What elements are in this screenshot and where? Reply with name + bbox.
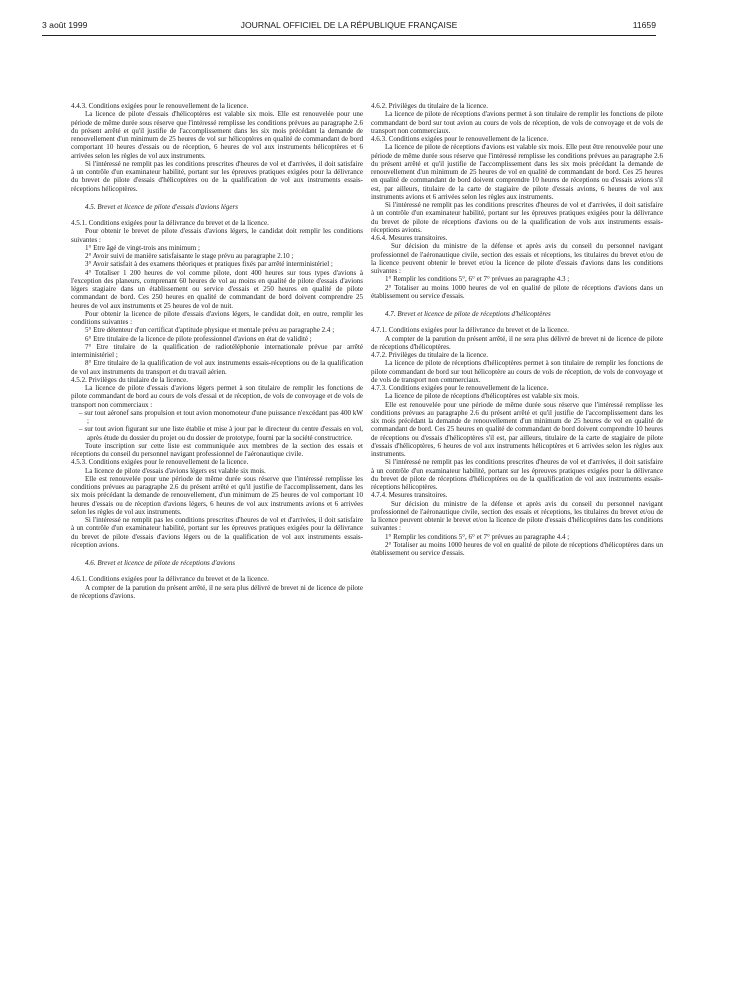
section-heading: 4.4.3. Conditions exigées pour le renouvellement de la licence.	[71, 102, 249, 110]
paragraph: – sur tout avion figurant sur une liste établie et mise à jour par le directeur du centre d'essais en vol, après étude du dossier du projet ou du dossier de prototype, fourni par la société constructrice.	[79, 425, 363, 442]
paragraph: 1° Remplir les conditions 5°, 6° et 7° prévues au paragraphe 4.3 ;	[385, 275, 570, 284]
paragraph: Toute inscription sur cette liste est communiquée aux membres de la section des essais et réceptions du conseil du personnel navigant professionnel de l'aéronautique civile.	[71, 441, 363, 458]
section-heading: 4.5.2. Privilèges du titulaire de la licence.	[71, 375, 189, 384]
paragraph: La licence de pilote de réceptions d'avions permet à son titulaire de remplir les fonctions de pilote commandant de bord sur tout avion au cours de vols de réception, de vols de convoyage et de vols de transport non commerciaux.	[371, 110, 663, 135]
section-heading: 4.6.2. Privilèges du titulaire de la licence.	[371, 102, 489, 110]
section-heading: 4.7. Brevet et licence de pilote de réceptions d'hélicoptères	[385, 310, 551, 318]
paragraph: 7° Etre titulaire de la qualification de radiotéléphonie internationale prévue par arrêté interministériel ;	[71, 342, 363, 359]
paragraph: Elle est renouvelée pour une période de même durée sous réserve que l'intéressé remplisse les conditions prévues au paragraphe 2.6 du présent arrêté et qu'il justifie de l'accomplissement dans les six mois précédant la demande de renouvellement d'un minimum de 25 heures de vol en qualité de commandant de bord. Ces 25 heures en qualité de commandant de bord doivent comprendre 10 heures de réceptions ou d'essais d'hélicoptères s'il est, par ailleurs, titulaire de la carte de stagiaire de pilote d'essais d'hélicoptères, 6 heures de vol aux instruments hélicoptères et 6 arrivées selon les règles aux instruments.	[371, 400, 663, 458]
paragraph: La licence de pilote de réceptions d'hélicoptères est valable six mois.	[385, 392, 580, 401]
section-heading: 4.5. Brevet et licence de pilote d'essais d'avions légers	[85, 202, 239, 211]
section-heading: 4.6.4. Mesures transitoires.	[371, 234, 448, 242]
paragraph: A compter de la parution du présent arrêté, il ne sera plus délivré de brevet ni de licence de pilote de réceptions d'avions.	[71, 583, 363, 600]
paragraph: La licence de pilote d'essais d'avions légers est valable six mois.	[85, 466, 266, 475]
page-header	[42, 20, 656, 34]
paragraph: Elle est renouvelée pour une période de même durée sous réserve que l'intéressé remplisse les conditions prévues au paragraphe 2.6 du présent arrêté et qu'il justifie de l'accomplissement, dans les six mois précédant la demande de renouvellement, d'un minimum de 25 heures de vol comportant 10 heures d'essais ou de réception d'avions légers, 6 heures de vol aux instruments avions et 6 arrivées selon les règles de vol aux instruments.	[71, 474, 363, 516]
paragraph: 1° Remplir les conditions 5°, 6° et 7° prévues au paragraphe 4.4 ;	[385, 532, 570, 541]
section-heading: 4.7.2. Privilèges du titulaire de la licence.	[371, 351, 489, 359]
section-heading: 4.7.3. Conditions exigées pour le renouvellement de la licence.	[371, 384, 549, 392]
paragraph: A compter de la parution du présent arrêté, il ne sera plus délivré de brevet ni de licence de pilote de réceptions d'hélicoptères.	[371, 334, 663, 351]
paragraph: Pour obtenir le brevet de pilote d'essais d'avions légers, le candidat doit remplir les conditions suivantes :	[71, 227, 363, 244]
paragraph: Sur décision du ministre de la défense et après avis du conseil du personnel navigant professionnel de l'aéronautique civile, section des essais et réceptions, les titulaires du brevet et/ou de la licence peuvent obtenir le brevet et/ou la licence de pilote d'essais d'hélicoptères dans les conditions suivantes :	[371, 499, 663, 533]
paragraph: 2° Totaliser au moins 1000 heures de vol en qualité de pilote de réceptions d'hélicoptères dans un établissement ou service d'essais.	[371, 540, 663, 557]
right-column	[371, 102, 663, 557]
section-heading: 4.5.3. Conditions exigées pour le renouvellement de la licence.	[71, 458, 249, 467]
paragraph: La licence de pilote d'essais d'hélicoptères est valable six mois. Elle est renouvelée pour une période de même durée sous réserve que l'intéressé remplisse les conditions prévues au paragraphe 2.6 du présent arrêté et qu'il justifie de l'accomplissement dans les six mois précédant la demande de renouvellement d'un minimum de 25 heures de vol sur hélicoptères en qualité de commandant de bord comportant 10 heures d'essais ou de réception, 6 heures de vol aux instruments hélicoptères et 6 arrivées selon les règles de vol aux instruments.	[71, 110, 363, 160]
paragraph: Sur décision du ministre de la défense et après avis du conseil du personnel navigant professionnel de l'aéronautique civile, section des essais et réceptions, les titulaires du brevet et/ou de la licence peuvent obtenir le brevet et/ou la licence de pilote d'essais d'avions dans les conditions suivantes :	[371, 242, 663, 275]
paragraph: Si l'intéressé ne remplit pas les conditions prescrites d'heures de vol et d'arrivées, il doit satisfaire à un contrôle d'un examinateur habilité, portant sur les épreuves pratiques exigées pour la délivrance du brevet de pilote d'essais d'hélicoptères ou de la qualification de vol aux instruments essais-réceptions hélicoptères.	[71, 159, 363, 193]
section-heading: 4.7.1. Conditions exigées pour la délivrance du brevet et de la licence.	[371, 326, 569, 335]
paragraph: 2° Avoir suivi de manière satisfaisante le stage prévu au paragraphe 2.10 ;	[85, 252, 294, 260]
paragraph: 3° Avoir satisfait à des examens théoriques et pratiques fixés par arrêté interministériel ;	[85, 260, 333, 269]
paragraph: 8° Etre titulaire de la qualification de vol aux instruments essais-réceptions ou de la qualification de vol aux instruments du transport et du travail aérien.	[71, 359, 363, 376]
left-column	[71, 102, 363, 600]
paragraph: Pour obtenir la licence de pilote d'essais d'avions légers, le candidat doit, en outre, remplir les conditions suivantes :	[71, 309, 363, 326]
journal-title: JOURNAL OFFICIEL DE LA RÉPUBLIQUE FRANÇAISE	[240, 20, 458, 30]
section-heading: 4.5.1. Conditions exigées pour la délivrance du brevet et de la licence.	[71, 219, 269, 227]
page-number: 11659	[632, 20, 656, 30]
paragraph: La licence de pilote d'essais d'avions légers permet à son titulaire de remplir les fonctions de pilote commandant de bord au cours de vols d'essai et de réception, de vols de convoyage et de vols de transport non commerciaux :	[71, 384, 363, 409]
paragraph: 2° Totaliser au moins 1000 heures de vol en qualité de pilote de réceptions d'avions dans un établissement ou service d'essais.	[371, 283, 663, 300]
paragraph: La licence de pilote de réceptions d'hélicoptères permet à son titulaire de remplir les fonctions de pilote commandant de bord sur tout hélicoptère au cours de vols de réception, de vols de convoyage et de vols de transport non commerciaux.	[371, 359, 663, 384]
section-heading: 4.7.4. Mesures transitoires.	[371, 491, 448, 500]
section-heading: 4.6.3. Conditions exigées pour le renouvellement de la licence.	[371, 135, 549, 143]
header-rule	[42, 35, 656, 36]
paragraph: 4° Totaliser 1 200 heures de vol comme pilote, dont 400 heures sur tous types d'avions à l'exception des planeurs, comprenant 60 heures de vol au moins en qualité de pilote d'essais d'avions légers stagiaire dans un établissement ou service d'essais et 250 heures en qualité de pilote commandant de bord. Ces 250 heures en qualité de commandant de bord doivent comprendre 25 heures de vol aux instruments et 25 heures de vol de nuit.	[71, 268, 363, 310]
paragraph: – sur tout aéronef sans propulsion et tout avion monomoteur d'une puissance n'excédant pas 400 kW ;	[79, 408, 363, 425]
paragraph: Si l'intéressé ne remplit pas les conditions prescrites d'heures de vol et d'arrivées, il doit satisfaire à un contrôle d'un examinateur habilité, portant sur les épreuves pratiques exigées pour la délivrance du brevet de pilote d'essais d'avions légers ou de la qualification de vol aux instruments essais-réception avions.	[71, 516, 363, 549]
paragraph: La licence de pilote de réceptions d'avions est valable six mois. Elle peut être renouvelée pour une période de même durée sous réserve que l'intéressé remplisse les conditions prévues au paragraphe 2.6 du présent arrêté et qu'il justifie de l'accomplissement dans les six mois précédant la demande de renouvellement d'un minimum de 25 heures de vol en qualité de commandant de bord. Ces 25 heures en qualité de commandant de bord doivent comprendre 10 heures de réceptions ou d'essais avions s'il est, par ailleurs, titulaire de la carte de stagiaire de pilote d'essais avions, 6 heures de vol aux instruments avions et 6 arrivées selon les règles aux instruments.	[371, 143, 663, 201]
paragraph: Si l'intéressé ne remplit pas les conditions prescrites d'heures de vol et d'arrivées, il doit satisfaire à un contrôle d'un examinateur habilité, portant sur les épreuves pratiques exigées pour la délivrance du brevet de pilote de réceptions d'avions ou de la qualification de vols aux instruments essais-réceptions avions.	[371, 201, 663, 234]
paragraph: 6° Etre titulaire de la licence de pilote professionnel d'avions en état de validité ;	[85, 334, 312, 343]
paragraph: 1° Etre âgé de vingt-trois ans minimum ;	[85, 243, 200, 252]
header-date: 3 août 1999	[42, 20, 88, 30]
section-heading: 4.6. Brevet et licence de pilote de réceptions d'avions	[85, 559, 235, 567]
section-heading: 4.6.1. Conditions exigées pour la délivrance du brevet et de la licence.	[71, 575, 269, 584]
paragraph: 5° Etre détenteur d'un certificat d'aptitude physique et mentale prévu au paragraphe 2.4 ;	[85, 326, 335, 335]
paragraph: Si l'intéressé ne remplit pas les conditions prescrites d'heures de vol et d'arrivées, il doit satisfaire à un contrôle d'un examinateur habilité, portant sur les épreuves pratiques exigées pour la délivrance du brevet de pilote de réceptions d'hélicoptères ou de la qualification de vol aux instruments essais-réceptions hélicoptères.	[371, 458, 663, 491]
